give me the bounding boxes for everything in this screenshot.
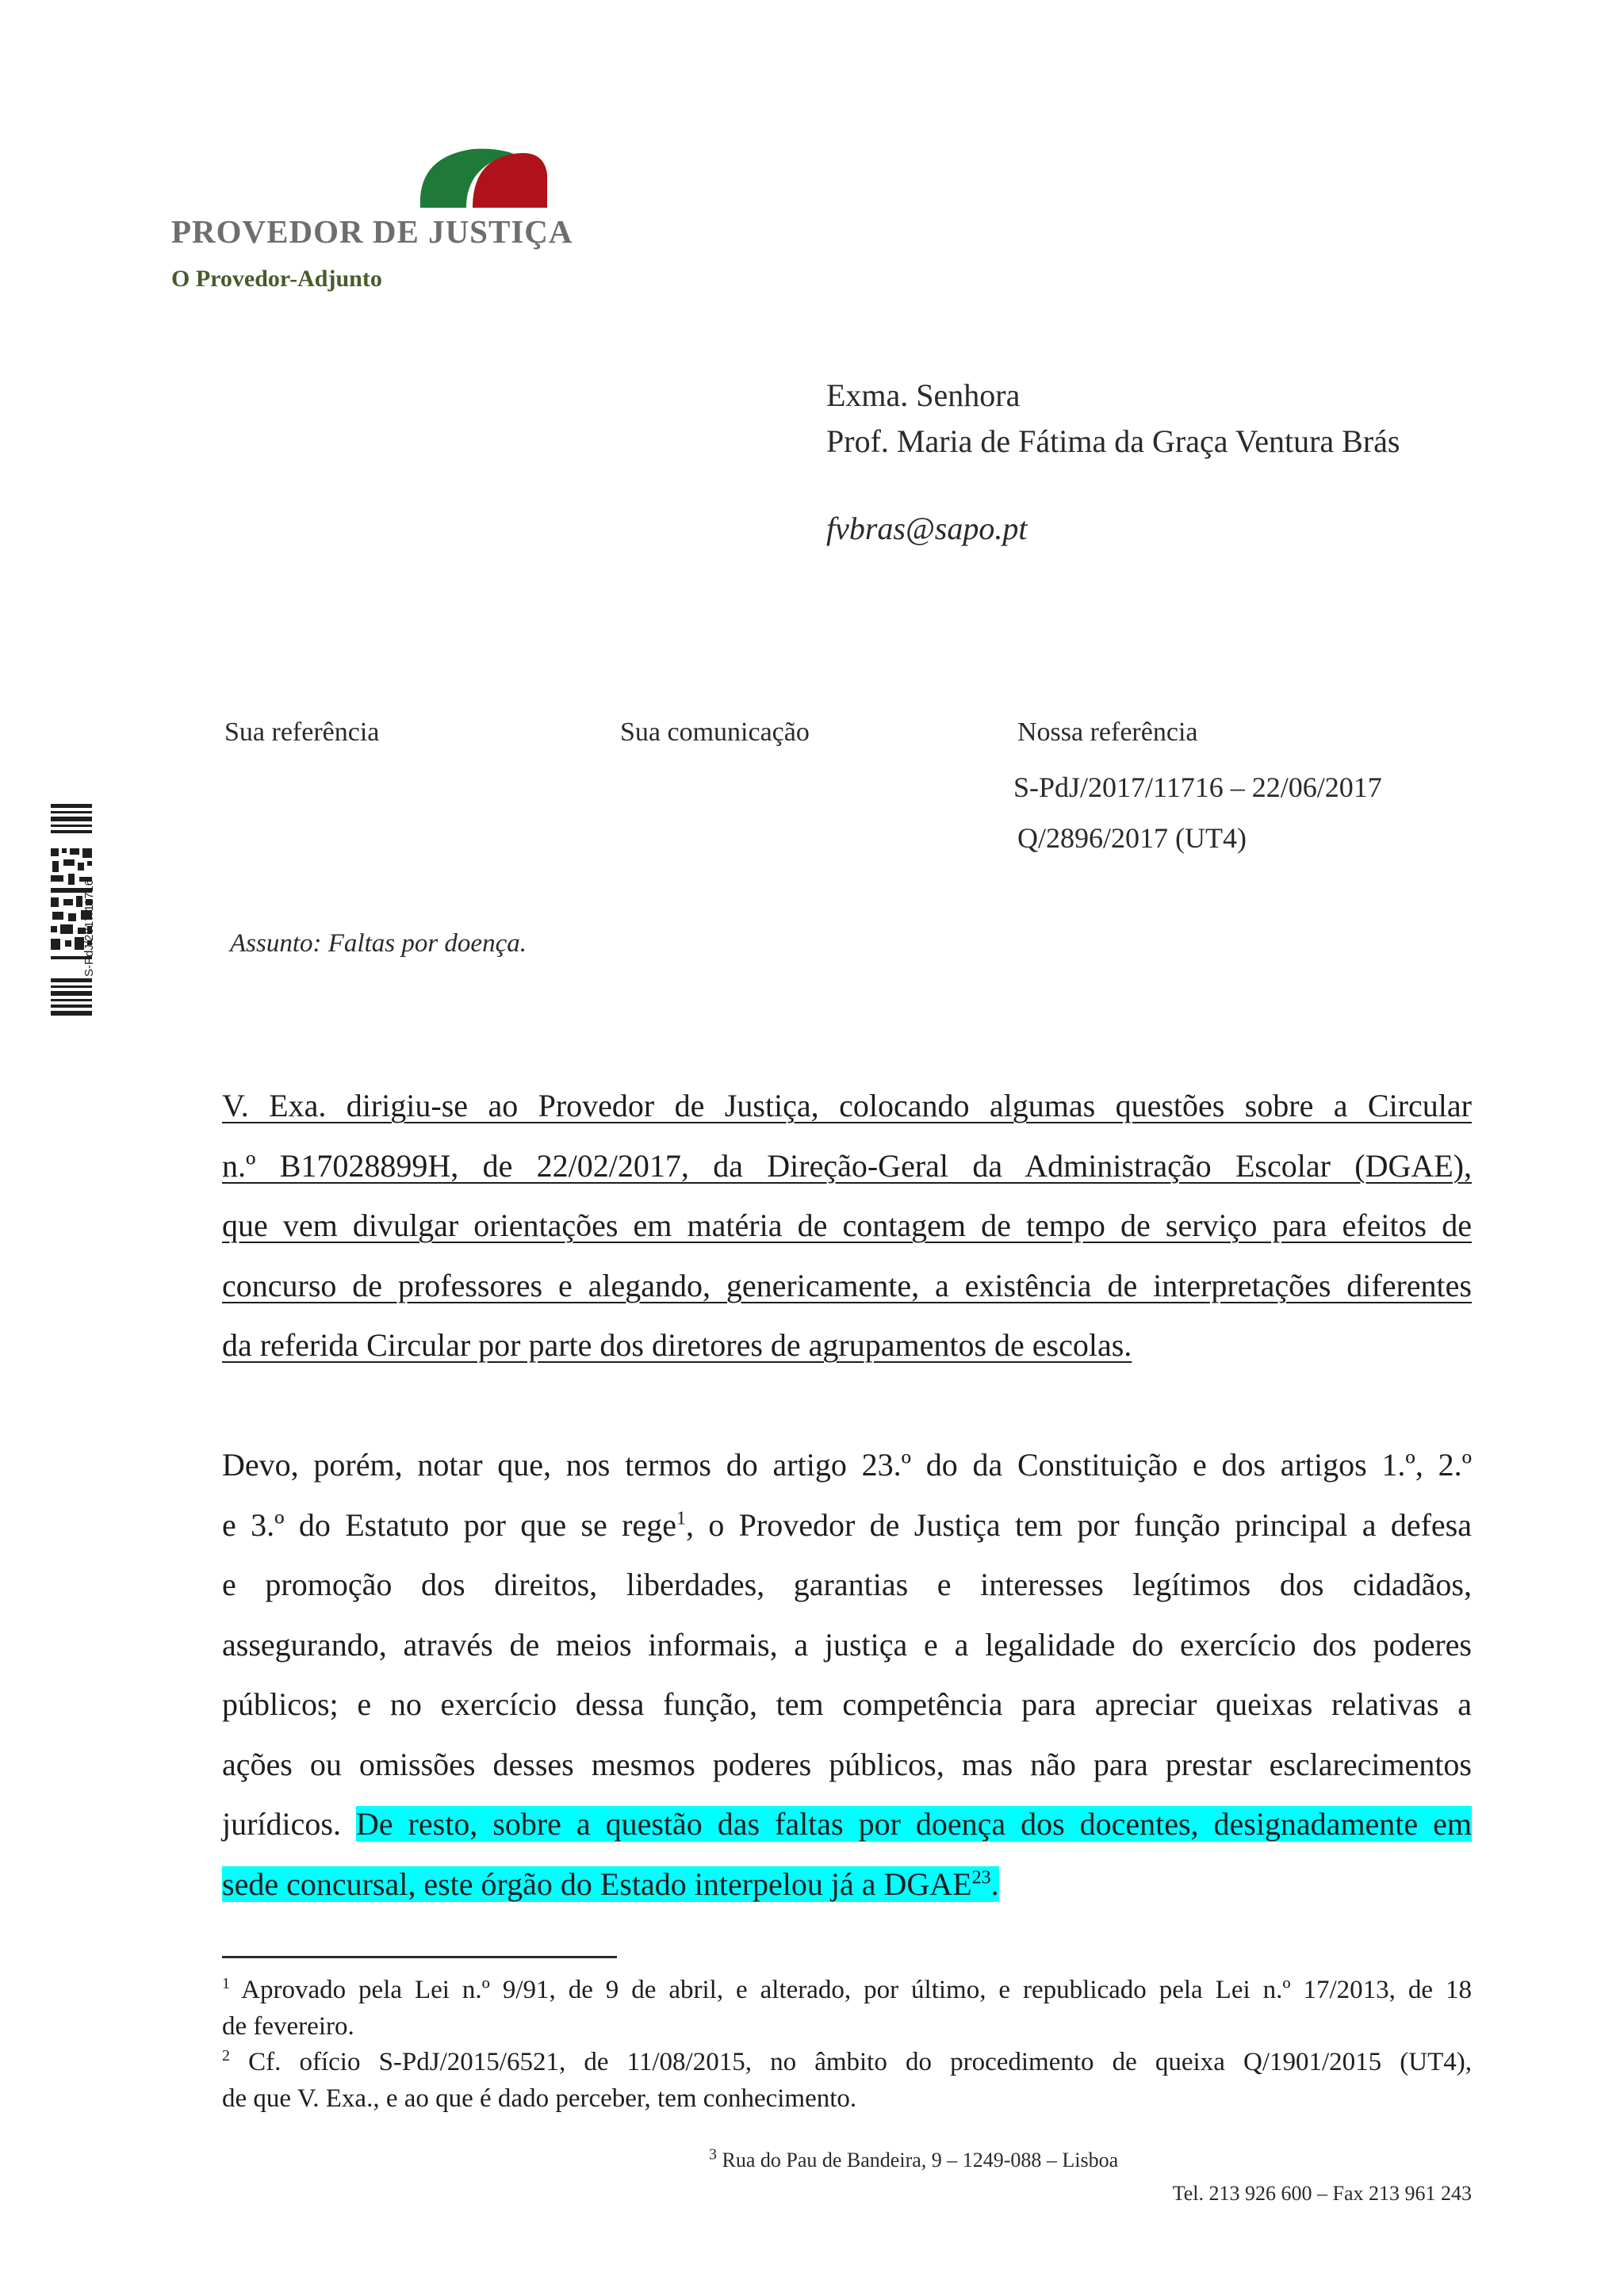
- paragraph-line: concurso de professores e alegando, genericamente, a existência de interpretações diferentes: [222, 1267, 1472, 1303]
- footnotes: [222, 1973, 1472, 2117]
- our-reference-label: Nossa referência: [1017, 718, 1198, 747]
- paragraph-line: jurídicos. De resto, sobre a questão das faltas por doença dos docentes, designadamente em: [222, 1806, 1472, 1842]
- footer-address: $^3$ Rua do Pau de Bandeira, 9 – 1249-088 – Lisboa: [709, 2145, 1119, 2172]
- highlighted-text: De resto, sobre a questão das faltas por doença dos docentes, designadamente em: [355, 1806, 1472, 1842]
- footnote-1: $^1$ Aprovado pela Lei n.º 9/91, de 9 de abril, e alterado, por último, e republicado pela Lei n.º 17/2013, de 18: [222, 1975, 1472, 2004]
- footnote-2-cont: de que V. Exa., e ao que é dado perceber, tem conhecimento.: [222, 2084, 857, 2113]
- paragraph-line: ações ou omissões desses mesmos poderes públicos, mas não para prestar esclarecimentos: [222, 1746, 1472, 1782]
- barcode-caption: S-PdJ/2017/11716: [82, 878, 96, 977]
- footnote-1-cont: de fevereiro.: [222, 2011, 354, 2041]
- recipient-name: Prof. Maria de Fátima da Graça Ventura Brás: [826, 423, 1400, 459]
- org-name: PROVEDOR DE JUSTIÇA: [171, 213, 573, 250]
- paragraph-line: V. Exa. dirigiu-se ao Provedor de Justiça, colocando algumas questões sobre a Circular: [222, 1088, 1472, 1123]
- recipient-block: [826, 373, 1400, 552]
- footer-phone-fax: Tel. 213 926 600 – Fax 213 961 243: [1172, 2182, 1472, 2205]
- paragraph-line: públicos; e no exercício dessa função, tem competência para apreciar queixas relativas a: [222, 1686, 1472, 1722]
- paragraph-line: e promoção dos direitos, liberdades, garantias e interesses legítimos dos cidadãos,: [222, 1567, 1472, 1602]
- paragraph-line: Devo, porém, notar que, nos termos do artigo 23.º do da Constituição e dos artigos 1.º, 2.º: [222, 1447, 1472, 1483]
- footnote-2: $^2$ Cf. ofício S-PdJ/2015/6521, de 11/08/2015, no âmbito do procedimento de queixa Q/1901/2015 (UT4),: [222, 2047, 1472, 2076]
- body-paragraph-2: [222, 1435, 1472, 1914]
- highlighted-text: sede concursal, este órgão do Estado interpelou já a DGAE$^{23}$.: [222, 1866, 999, 1902]
- our-reference-number: S-PdJ/2017/11716 – 22/06/2017: [1013, 771, 1382, 803]
- footnote-separator: [222, 1956, 617, 1958]
- body-paragraph-1: [222, 1076, 1472, 1376]
- subject-line: Assunto: Faltas por doença.: [230, 929, 527, 958]
- paragraph-line: n.º B17028899H, de 22/02/2017, da Direção-Geral da Administração Escolar (DGAE),: [222, 1147, 1472, 1184]
- paragraph-line: da referida Circular por parte dos diretores de agrupamentos de escolas.: [222, 1327, 1132, 1363]
- footnote-ref-1[interactable]: 1: [676, 1508, 686, 1529]
- office-title: O Provedor-Adjunto: [171, 266, 382, 292]
- paragraph-line: [222, 1854, 1472, 1915]
- recipient-salutation: Exma. Senhora: [826, 377, 1021, 413]
- paragraph-line: que vem divulgar orientações em matéria de contagem de tempo de serviço para efeitos de: [222, 1207, 1472, 1243]
- recipient-email[interactable]: fvbras@sapo.pt: [826, 511, 1028, 546]
- paragraph-line: e 3.º do Estatuto por que se rege$^1$, o Provedor de Justiça tem por função principal a defesa: [222, 1506, 1472, 1543]
- our-reference-case: Q/2896/2017 (UT4): [1017, 822, 1247, 854]
- your-communication-label: Sua comunicação: [620, 718, 810, 747]
- footnote-ref-2-3[interactable]: 23: [971, 1867, 991, 1888]
- paragraph-line: assegurando, através de meios informais, a justiça e a legalidade do exercício dos poderes: [222, 1626, 1472, 1663]
- your-reference-label: Sua referência: [224, 718, 380, 747]
